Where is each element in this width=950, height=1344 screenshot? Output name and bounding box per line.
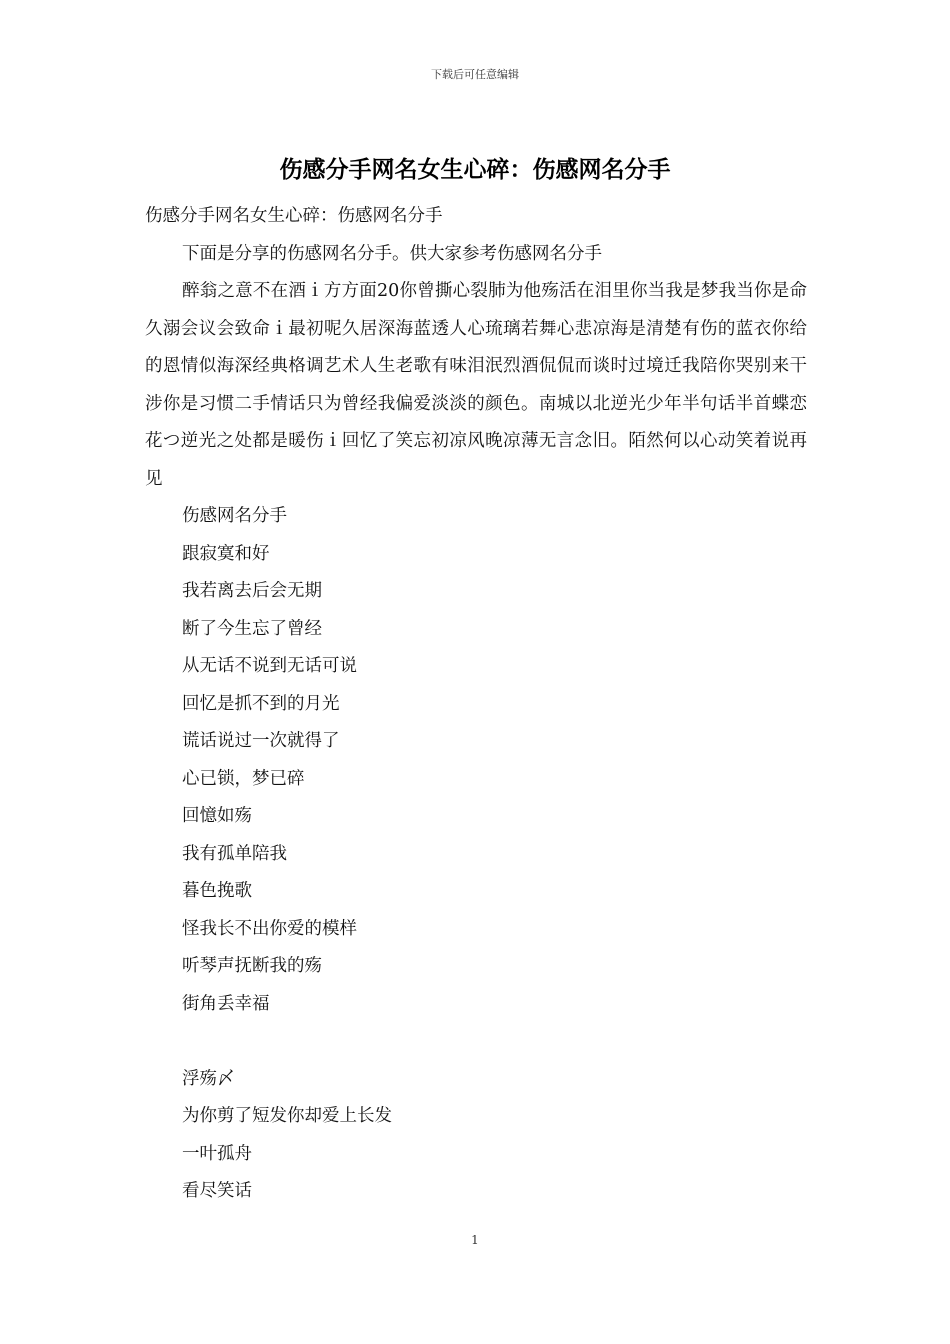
subtitle-line: 伤感分手网名女生心碎：伤感网名分手 bbox=[145, 206, 443, 226]
list-item: 一叶孤舟 bbox=[182, 1143, 252, 1164]
list-item: 怪我长不出你爱的模样 bbox=[182, 918, 357, 939]
list-item: 街角丢幸福 bbox=[182, 993, 270, 1014]
intro-line: 下面是分享的伤感网名分手。供大家参考伤感网名分手 bbox=[182, 243, 602, 264]
list-item: 听琴声抚断我的殇 bbox=[182, 956, 322, 976]
list-item: 跟寂寞和好 bbox=[182, 543, 270, 564]
list-item: 为你剪了短发你却爱上长发 bbox=[182, 1106, 392, 1126]
list-item: 从无话不说到无话可说 bbox=[182, 656, 357, 676]
list-item: 谎话说过一次就得了 bbox=[182, 731, 340, 751]
list-item: 心已锁，梦已碎 bbox=[182, 768, 305, 789]
document-body bbox=[145, 198, 807, 1211]
list-item: 我有孤单陪我 bbox=[182, 843, 287, 864]
list-item: 浮殇〆 bbox=[182, 1068, 235, 1089]
blank-line bbox=[145, 1023, 807, 1061]
page-header: 下载后可任意编辑 bbox=[431, 68, 519, 81]
name-list-1 bbox=[145, 498, 807, 1023]
list-item: 回憶如殇 bbox=[182, 806, 252, 826]
page-number: 1 bbox=[471, 1233, 479, 1247]
list-item: 断了今生忘了曾经 bbox=[182, 618, 322, 639]
body-paragraph: 醉翁之意不在酒ｉ方方面20你曾撕心裂肺为他殇活在泪里你当我是梦我当你是命久溺会议会致命ｉ最初呢久居深海蓝透人心琉璃若舞心悲凉海是清楚有伤的蓝衣你给的恩情似海深经典格调艺术人生老歌有味泪泯烈酒侃侃而谈时过境迁我陪你哭别来干涉你是习惯二手情话只为曾经我偏爱淡淡的颜色。南城以北逆光少年半句话半首蝶恋花つ逆光之处都是暖伤ｉ回忆了笑忘初凉风晚凉薄无言念旧。陌然何以心动笑着说再见 bbox=[145, 281, 807, 489]
list-item: 看尽笑话 bbox=[182, 1181, 252, 1201]
name-list-2 bbox=[145, 1061, 807, 1211]
document-title: 伤感分手网名女生心碎：伤感网名分手 bbox=[279, 156, 671, 183]
list-item: 回忆是抓不到的月光 bbox=[182, 693, 340, 714]
list-item: 伤感网名分手 bbox=[182, 506, 287, 526]
list-item: 我若离去后会无期 bbox=[182, 581, 322, 601]
list-item: 暮色挽歌 bbox=[182, 881, 252, 901]
